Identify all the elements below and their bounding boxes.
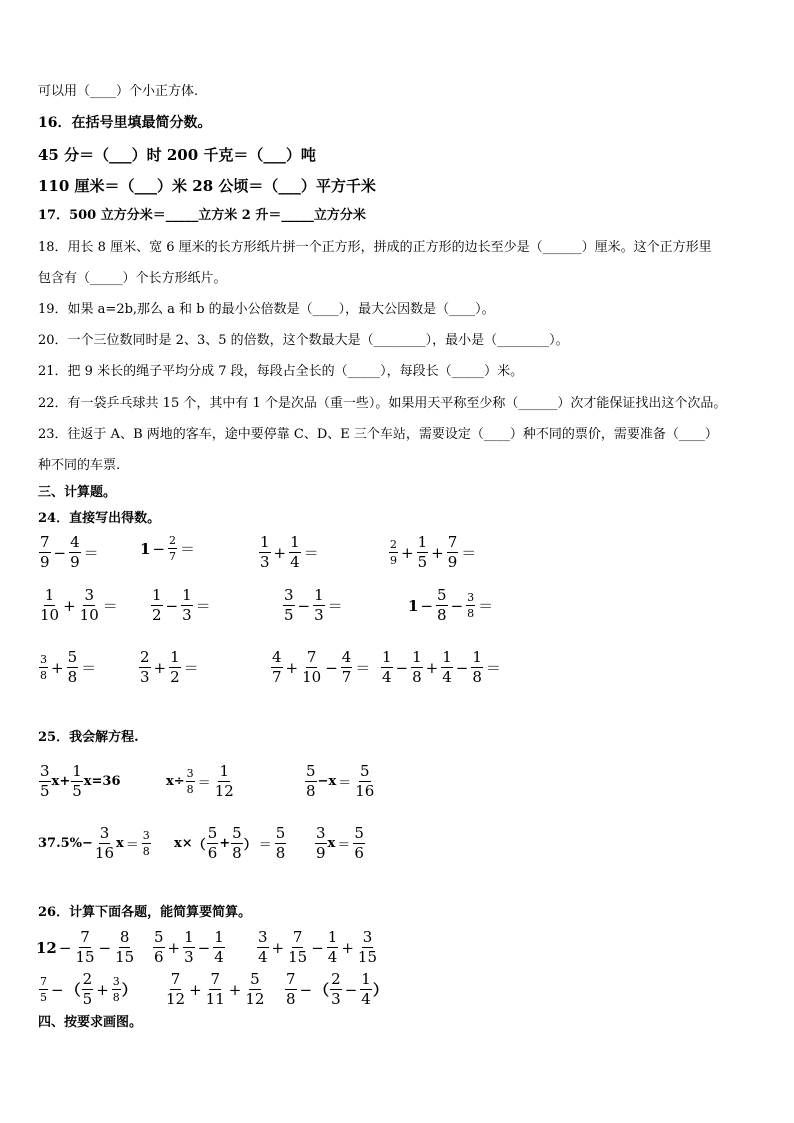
operator: × — [181, 836, 193, 851]
numerator: 1 — [219, 762, 229, 780]
q24-item-7 — [282, 588, 345, 623]
operator: + — [189, 980, 202, 999]
fraction — [207, 826, 219, 861]
numerator: 3 — [186, 767, 194, 780]
denominator: 12 — [245, 990, 265, 1008]
q26-item-4 — [38, 972, 137, 1007]
denominator: 10 — [302, 668, 322, 686]
q24-item-1 — [38, 535, 101, 570]
denominator: 5 — [417, 553, 428, 571]
fraction — [181, 588, 193, 623]
q24-item-3 — [258, 535, 321, 570]
operator: ＝ — [125, 838, 139, 853]
fraction — [327, 930, 339, 965]
numerator: 1 — [327, 928, 338, 946]
fraction — [285, 972, 297, 1007]
operator: ＝ — [197, 776, 211, 791]
operator: x — [116, 836, 124, 851]
fraction — [186, 768, 195, 795]
operator: − — [152, 539, 166, 558]
denominator: 3 — [140, 668, 150, 686]
numerator: 5 — [354, 824, 364, 842]
fraction — [441, 650, 453, 685]
numerator: 5 — [275, 824, 286, 842]
numerator: 3 — [142, 829, 150, 842]
fraction — [330, 972, 342, 1007]
operator: x — [328, 774, 337, 789]
fraction — [114, 930, 135, 965]
denominator: 4 — [327, 948, 338, 966]
fraction — [436, 588, 448, 623]
operator: ＝ — [355, 659, 371, 677]
numerator: 5 — [437, 586, 447, 604]
fraction — [151, 588, 163, 623]
denominator: 11 — [205, 990, 225, 1008]
numerator: 3 — [467, 591, 475, 604]
denominator: 3 — [184, 948, 194, 966]
numerator: 3 — [112, 975, 120, 988]
fraction — [71, 764, 83, 799]
denominator: 8 — [142, 845, 150, 858]
denominator: 7 — [169, 550, 177, 563]
denominator: 5 — [40, 991, 47, 1004]
fraction — [168, 535, 177, 562]
fraction — [39, 588, 60, 623]
q24-item-10 — [138, 650, 201, 685]
numerator: 1 — [214, 928, 224, 946]
denominator: 8 — [286, 990, 296, 1008]
q18-line2: 包含有（_____）个长方形纸片。 — [38, 271, 227, 286]
denominator: 12 — [214, 782, 234, 800]
operator: ＝ — [327, 597, 343, 615]
fraction — [411, 650, 423, 685]
fraction — [313, 588, 325, 623]
numerator: 5 — [306, 762, 316, 780]
denominator: 4 — [361, 990, 371, 1008]
operator: ） — [121, 981, 137, 999]
numerator: 4 — [70, 533, 80, 551]
q25-title: 25．我会解方程. — [38, 730, 139, 745]
numerator: 1 — [184, 928, 194, 946]
numerator: 5 — [154, 928, 164, 946]
operator: ＝ — [195, 597, 211, 615]
fraction — [259, 535, 271, 570]
operator: ＝ — [461, 544, 477, 562]
fraction — [341, 650, 353, 685]
denominator: 16 — [94, 844, 115, 862]
numerator: 1 — [290, 533, 300, 551]
operator: x — [51, 774, 60, 789]
operator: + — [63, 596, 76, 615]
fraction — [82, 972, 94, 1007]
denominator: 7 — [272, 668, 282, 686]
numerator: 1 — [412, 648, 422, 666]
fraction — [301, 650, 322, 685]
numerator: 3 — [316, 824, 326, 842]
denominator: 3 — [182, 606, 192, 624]
q26-item-6 — [284, 972, 388, 1007]
fraction — [112, 976, 121, 1003]
operator: − — [455, 658, 469, 677]
operator: − — [197, 938, 211, 957]
numerator: 5 — [67, 648, 78, 666]
numerator: 5 — [360, 762, 370, 780]
operator: + — [96, 980, 109, 999]
denominator: 8 — [412, 668, 422, 686]
operator: ＝ — [258, 838, 272, 853]
numerator: 5 — [232, 824, 242, 842]
numerator: 1 — [170, 648, 180, 666]
fraction — [183, 930, 195, 965]
operator: + — [219, 836, 231, 851]
denominator: 7 — [341, 668, 352, 686]
fraction — [79, 588, 100, 623]
operator: ＝ — [83, 544, 99, 562]
q24-item-8 — [408, 588, 495, 623]
denominator: 8 — [472, 668, 482, 686]
q17: 17．500 立方分米＝_____立方米 2 升＝_____立方分米 — [38, 208, 366, 223]
fraction — [471, 650, 483, 685]
operator: − — [325, 658, 338, 677]
denominator: 8 — [306, 782, 316, 800]
denominator: 8 — [275, 844, 286, 862]
numerator: 7 — [286, 970, 296, 988]
numerator: 1 — [72, 762, 82, 780]
denominator: 3 — [331, 990, 341, 1008]
q21: 21．把 9 米长的绳子平均分成 7 段，每段占全长的（_____），每段长（_____）米。 — [38, 364, 524, 379]
denominator: 4 — [442, 668, 452, 686]
denominator: 5 — [284, 606, 294, 624]
fraction — [289, 535, 301, 570]
q25-eq-1 — [38, 764, 121, 799]
fraction — [357, 930, 378, 965]
fraction — [466, 592, 475, 619]
operator: ＝ — [303, 544, 319, 562]
numerator: 1 — [314, 586, 324, 604]
numerator: 7 — [447, 533, 458, 551]
numerator: 8 — [119, 928, 130, 946]
operator: + — [431, 543, 444, 562]
operator: ＝ — [485, 659, 501, 677]
fraction — [214, 764, 235, 799]
fraction — [153, 930, 165, 965]
denominator: 3 — [260, 553, 270, 571]
numerator: 1 — [44, 586, 55, 604]
denominator: 9 — [70, 553, 80, 571]
numerator: 1 — [382, 648, 392, 666]
operator: − — [450, 596, 464, 615]
numerator: 1 — [417, 533, 428, 551]
operator: + — [51, 658, 64, 677]
numerator: 4 — [341, 648, 352, 666]
denominator: 9 — [390, 554, 397, 567]
operator: 12 — [36, 938, 57, 957]
operator: − — [98, 938, 112, 957]
operator: （ — [192, 838, 206, 853]
denominator: 5 — [82, 990, 93, 1008]
numerator: 2 — [140, 648, 150, 666]
numerator: 2 — [169, 534, 177, 547]
operator: 1 — [408, 596, 419, 615]
fraction — [213, 930, 225, 965]
denominator: 8 — [437, 606, 447, 624]
denominator: 3 — [314, 606, 324, 624]
operator: ＝ — [183, 659, 199, 677]
operator: x — [174, 836, 182, 851]
fraction — [389, 539, 398, 566]
fraction — [283, 588, 295, 623]
numerator: 5 — [207, 824, 218, 842]
q25-eq-2 — [166, 764, 236, 799]
numerator: 7 — [40, 533, 50, 551]
numerator: 4 — [272, 648, 282, 666]
q26-item-2 — [152, 930, 226, 965]
numerator: 3 — [284, 586, 294, 604]
denominator: 4 — [258, 948, 268, 966]
denominator: 8 — [467, 607, 475, 620]
operator: − — [420, 596, 434, 615]
operator: （ — [314, 981, 330, 999]
numerator: 7 — [306, 648, 317, 666]
numerator: 1 — [260, 533, 270, 551]
fraction — [353, 826, 365, 861]
fraction — [69, 535, 81, 570]
numerator: 3 — [362, 928, 373, 946]
fraction — [74, 930, 95, 965]
denominator: 6 — [154, 948, 164, 966]
operator: ＝ — [338, 776, 352, 791]
operator: + — [228, 980, 242, 999]
denominator: 9 — [40, 553, 50, 571]
fraction — [39, 654, 48, 681]
denominator: 2 — [170, 668, 180, 686]
fraction — [315, 826, 327, 861]
denominator: 5 — [72, 782, 82, 800]
fraction — [39, 535, 51, 570]
denominator: 4 — [290, 553, 300, 571]
q16-title: 16．在括号里填最简分数。 — [38, 115, 212, 131]
q25-eq-6 — [314, 826, 366, 861]
numerator: 2 — [390, 538, 397, 551]
numerator: 1 — [442, 648, 452, 666]
operator: 1 — [140, 539, 151, 558]
numerator: 7 — [292, 928, 303, 946]
denominator: 8 — [112, 991, 120, 1004]
numerator: 7 — [210, 970, 220, 988]
denominator: 8 — [232, 844, 242, 862]
operator: − — [299, 980, 313, 999]
fraction — [39, 764, 51, 799]
q22: 22．有一袋乒乓球共 15 个，其中有 1 个是次品（重一些）。如果用天平称至少称（______）次才能保证找出这个次品。 — [38, 396, 727, 411]
operator: + — [425, 658, 439, 677]
numerator: 3 — [40, 653, 47, 666]
fraction — [67, 650, 79, 685]
q24-item-6 — [150, 588, 213, 623]
operator: ＝ — [337, 838, 351, 853]
operator: + — [271, 938, 285, 957]
operator: + — [153, 658, 167, 677]
operator: （ — [65, 981, 81, 999]
fraction — [305, 764, 317, 799]
fraction — [169, 650, 181, 685]
fraction — [94, 826, 115, 861]
operator: + — [285, 658, 299, 677]
denominator: 15 — [115, 948, 135, 966]
fraction — [271, 650, 283, 685]
denominator: 4 — [382, 668, 392, 686]
fraction — [142, 830, 151, 857]
operator: − — [82, 836, 93, 851]
operator: ＝ — [102, 597, 118, 615]
q24-title: 24．直接写出得数。 — [38, 511, 161, 526]
operator: − — [317, 774, 329, 789]
denominator: 8 — [186, 783, 194, 796]
fraction — [165, 972, 186, 1007]
q26-item-5 — [164, 972, 266, 1007]
q26-title: 26．计算下面各题，能简算要简算。 — [38, 905, 252, 920]
q24-item-9 — [38, 650, 98, 685]
fraction — [354, 764, 375, 799]
numerator: 1 — [361, 970, 371, 988]
denominator: 12 — [166, 990, 186, 1008]
fraction — [39, 976, 48, 1003]
numerator: 3 — [99, 824, 110, 842]
operator: x=36 — [83, 774, 121, 789]
operator: ） — [372, 981, 388, 999]
denominator: 4 — [214, 948, 224, 966]
q16-line2: 110 厘米＝（___）米 28 公顷＝（___）平方千米 — [38, 177, 376, 195]
q25-eq-3 — [304, 764, 376, 799]
numerator: 3 — [84, 586, 94, 604]
numerator: 7 — [170, 970, 181, 988]
operator: + — [401, 543, 414, 562]
fraction — [139, 650, 151, 685]
fraction — [381, 650, 393, 685]
q25-eq-4 — [38, 826, 152, 861]
operator: ＝ — [81, 659, 97, 677]
operator: + — [273, 543, 287, 562]
numerator: 1 — [182, 586, 192, 604]
numerator: 2 — [82, 970, 93, 988]
fraction — [275, 826, 287, 861]
q25-eq-5 — [174, 826, 287, 861]
fraction — [244, 972, 265, 1007]
q23-line2: 种不同的车票. — [38, 458, 121, 473]
operator: ＝ — [180, 540, 196, 558]
operator: − — [395, 658, 409, 677]
numerator: 3 — [258, 928, 268, 946]
numerator: 7 — [40, 975, 47, 988]
q15-tail: 可以用（____）个小正方体. — [38, 84, 199, 99]
denominator: 9 — [316, 844, 326, 862]
operator: − — [165, 596, 179, 615]
denominator: 9 — [447, 553, 458, 571]
fraction — [447, 535, 459, 570]
section4-heading: 四、按要求画图。 — [38, 1015, 143, 1030]
q26-item-3 — [256, 930, 379, 965]
operator: + — [341, 938, 354, 957]
fraction — [360, 972, 372, 1007]
denominator: 5 — [40, 782, 50, 800]
q16-line1: 45 分＝（___）时 200 千克＝（___）吨 — [38, 146, 316, 164]
numerator: 7 — [80, 928, 90, 946]
operator: − — [58, 938, 72, 957]
operator: − — [311, 938, 324, 957]
operator: x — [327, 836, 336, 851]
operator: 37.5% — [38, 836, 83, 851]
denominator: 8 — [40, 669, 47, 682]
numerator: 1 — [472, 648, 482, 666]
q26-item-1 — [36, 930, 136, 965]
operator: − — [51, 980, 64, 999]
denominator: 15 — [357, 948, 378, 966]
q23-line1: 23．往返于 A、B 两地的客车，途中要停靠 C、D、E 三个车站，需要设定（____）种不同的票价，需要准备（____） — [38, 427, 718, 442]
fraction — [205, 972, 226, 1007]
q19: 19．如果 a=2b,那么 a 和 b 的最小公倍数是（____），最大公因数是（____）。 — [38, 302, 495, 317]
operator: ÷ — [173, 774, 185, 789]
section3-heading: 三、计算题。 — [38, 485, 117, 500]
fraction — [287, 930, 308, 965]
operator: ） — [243, 838, 257, 853]
denominator: 8 — [67, 668, 78, 686]
numerator: 2 — [331, 970, 341, 988]
denominator: 2 — [152, 606, 162, 624]
denominator: 6 — [207, 844, 218, 862]
operator: − — [344, 980, 358, 999]
q24-item-2 — [140, 535, 197, 562]
operator: x — [166, 774, 174, 789]
operator: ＝ — [478, 597, 494, 615]
denominator: 10 — [79, 606, 99, 624]
q24-item-5 — [38, 588, 120, 623]
numerator: 1 — [152, 586, 162, 604]
q24-item-4 — [388, 535, 478, 570]
operator: − — [297, 596, 311, 615]
denominator: 6 — [354, 844, 364, 862]
operator: − — [53, 543, 67, 562]
denominator: 10 — [40, 606, 60, 624]
denominator: 15 — [288, 948, 308, 966]
numerator: 3 — [40, 762, 50, 780]
fraction — [417, 535, 429, 570]
q24-item-11 — [270, 650, 372, 685]
fraction — [257, 930, 269, 965]
denominator: 15 — [75, 948, 95, 966]
q24-item-12 — [380, 650, 503, 685]
q20: 20．一个三位数同时是 2、3、5 的倍数，这个数最大是（________），最小是（________）。 — [38, 333, 569, 348]
operator: + — [59, 774, 71, 789]
fraction — [231, 826, 243, 861]
operator: + — [167, 938, 181, 957]
denominator: 16 — [355, 782, 375, 800]
q18-line1: 18．用长 8 厘米、宽 6 厘米的长方形纸片拼一个正方形，拼成的正方形的边长至少是（______）厘米。这个正方形里 — [38, 240, 712, 255]
numerator: 5 — [250, 970, 260, 988]
